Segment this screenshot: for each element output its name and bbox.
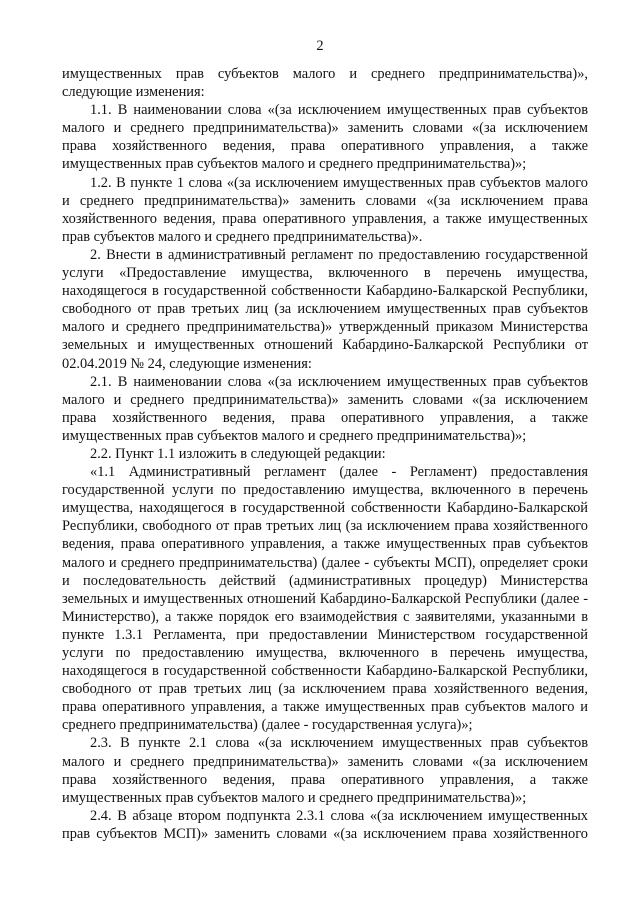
paragraph-2: 2. Внести в административный регламент по предоставлению государственной услуги «Предоставление имущества, включенного в перечень имущества, находящегося в государственной собственности Кабардино-Балкарской Республики, свободного от прав третьих лиц (за исключением имущественных прав субъектов малого и среднего предпринимательства)» утвержденный приказом Министерства земельных и имущественных отношений Кабардино-Балкарской Республики от 02.04.2019 № 24, следующие изменения: <box>62 246 588 372</box>
page-number: 2 <box>316 38 324 54</box>
document-body <box>62 65 588 843</box>
paragraph-2-3: 2.3. В пункте 2.1 слова «(за исключением имущественных прав субъектов малого и среднего предпринимательства)» заменить словами «(за исключением права хозяйственного ведения, права оперативного управления, а также имущественных прав субъектов малого и среднего предпринимательства)»; <box>62 735 588 806</box>
paragraph-2-4: 2.4. В абзаце втором подпункта 2.3.1 слова «(за исключением имущественных прав субъектов МСП)» заменить словами «(за исключением права хозяйственного <box>62 807 588 842</box>
paragraph-2-2: 2.2. Пункт 1.1 изложить в следующей редакции: <box>90 445 386 462</box>
paragraph-continuation: имущественных прав субъектов малого и среднего предпринимательства)», следующие изменения: <box>62 66 588 101</box>
paragraph-1-2: 1.2. В пункте 1 слова «(за исключением имущественных прав субъектов малого и среднего предпринимательства)» заменить словами «(за исключением права хозяйственного ведения, права оперативного управления, а также имущественных прав субъектов малого и среднего предпринимательства)». <box>62 174 588 245</box>
paragraph-1-1-quoted: «1.1 Административный регламент (далее - Регламент) предоставления государственной услуги по предоставлению имущества, включенного в перечень имущества, находящегося в государственной собственности Кабардино-Балкарской Республики, свободного от прав третьих лиц (за исключением права хозяйственного ведения, права оперативного управления, а также имущественных прав субъектов малого и среднего предпринимательства) (далее - субъекты МСП), определяет сроки и последовательность действий (административных процедур) Министерства земельных и имущественных отношений Кабардино-Балкарской Республики (далее - Министерство), а также порядок его взаимодействия с заявителями, указанными в пункте 1.3.1 Регламента, при предоставлении Министерством государственной услуги по предоставлению имущества, включенного в перечень имущества, находящегося в государственной собственности Кабардино-Балкарской Республики, свободного от прав третьих лиц (за исключением права хозяйственного ведения, права оперативного управления, а также имущественных прав субъектов малого и среднего предпринимательства) (далее - государственная услуга)»; <box>62 464 588 734</box>
paragraph-2-1: 2.1. В наименовании слова «(за исключением имущественных прав субъектов малого и среднего предпринимательства)» заменить словами «(за исключением права хозяйственного ведения, права оперативного управления, а также имущественных прав субъектов малого и среднего предпринимательства)»; <box>62 373 588 444</box>
paragraph-1-1: 1.1. В наименовании слова «(за исключением имущественных прав субъектов малого и среднего предпринимательства)» заменить словами «(за исключением права хозяйственного ведения, права оперативного управления, а также имущественных прав субъектов малого и среднего предпринимательства)»; <box>62 102 588 173</box>
